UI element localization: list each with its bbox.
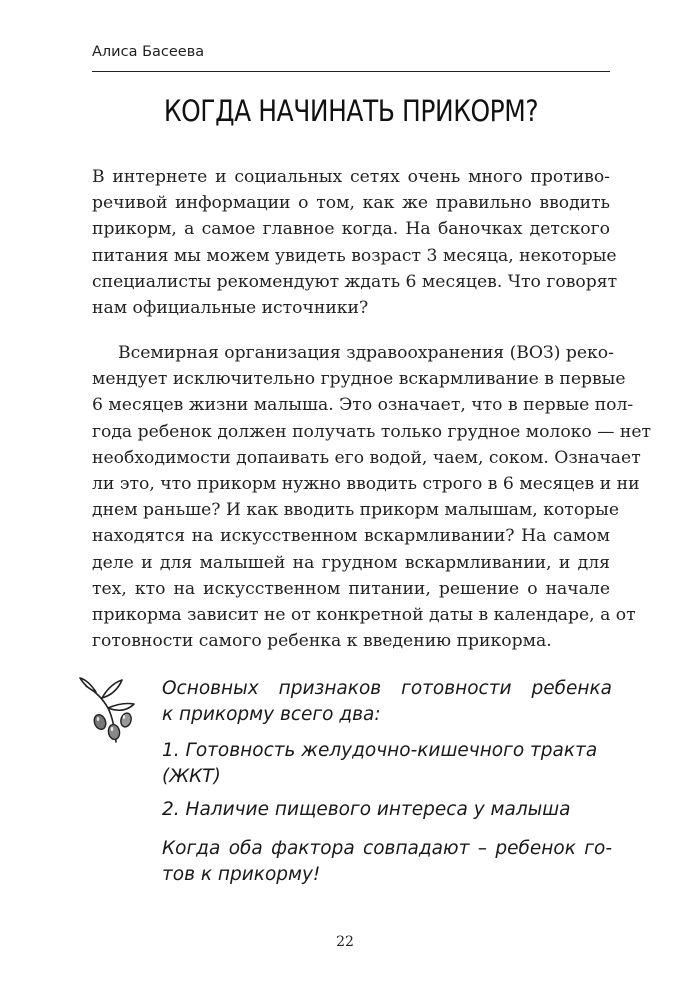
paragraph-line: речивой информации о том, как же правильно вводить: [92, 193, 610, 214]
paragraph-line: Всемирная организация здравоохранения (ВОЗ) реко-: [118, 343, 614, 363]
header-divider: [92, 71, 610, 72]
paragraph-line: мендует исключительно грудное вскармливание в первые: [92, 369, 626, 390]
callout-intro: [162, 676, 612, 728]
paragraph-line: необходимости допаивать его водой, чаем, соком. Означает: [92, 447, 641, 468]
olive-branch-icon: [78, 672, 140, 748]
page-number: 22: [336, 934, 354, 950]
callout-item-1: [162, 738, 612, 790]
paragraph-line: 6 месяцев жизни малыша. Это означает, что в первые пол-: [92, 395, 634, 416]
paragraph-line: года ребенок должен получать только грудное молоко — нет: [92, 421, 652, 442]
paragraph-2: [92, 340, 652, 654]
callout-line: Основных признаков готовности ребенка: [162, 678, 612, 699]
callout-item-2: [162, 797, 612, 823]
callout-line: 1. Готовность желудочно-кишечного тракта: [162, 740, 598, 761]
callout-line: к прикорму всего два:: [162, 704, 381, 725]
running-header-author: Алиса Басеева: [92, 44, 205, 60]
paragraph-line: В интернете и социальных сетях очень много противо-: [92, 167, 610, 187]
callout-line: (ЖКТ): [162, 766, 221, 787]
paragraph-1: [92, 164, 618, 321]
callout-conclusion: [162, 836, 612, 888]
paragraph-line: тех, кто на искусственном питании, решение о начале: [92, 578, 610, 599]
paragraph-line: находятся на искусственном вскармливании? На самом: [92, 526, 610, 547]
paragraph-line: питания мы можем увидеть возраст 3 месяца, некоторые: [92, 245, 617, 266]
paragraph-line: нам официальные источники?: [92, 298, 369, 319]
paragraph-line: днем раньше? И как вводить прикорм малышам, которые: [92, 500, 620, 521]
paragraph-line: прикорм, а самое главное когда. На баночках детского: [92, 219, 610, 240]
paragraph-line: ли это, что прикорм нужно вводить строго в 6 месяцев и ни: [92, 474, 640, 495]
callout-line: тов к прикорму!: [162, 864, 321, 885]
callout-line: 2. Наличие пищевого интереса у малыша: [162, 799, 571, 820]
paragraph-line: специалисты рекомендуют ждать 6 месяцев. Что говорят: [92, 271, 618, 292]
paragraph-line: прикорма зависит не от конкретной даты в календаре, а от: [92, 605, 636, 626]
paragraph-line: готовности самого ребенка к введению прикорма.: [92, 631, 552, 652]
chapter-title: КОГДА НАЧИНАТЬ ПРИКОРМ?: [163, 94, 539, 128]
callout-line: Когда оба фактора совпадают – ребенок го-: [162, 838, 612, 859]
paragraph-line: деле и для малышей на грудном вскармливании, и для: [92, 552, 610, 573]
